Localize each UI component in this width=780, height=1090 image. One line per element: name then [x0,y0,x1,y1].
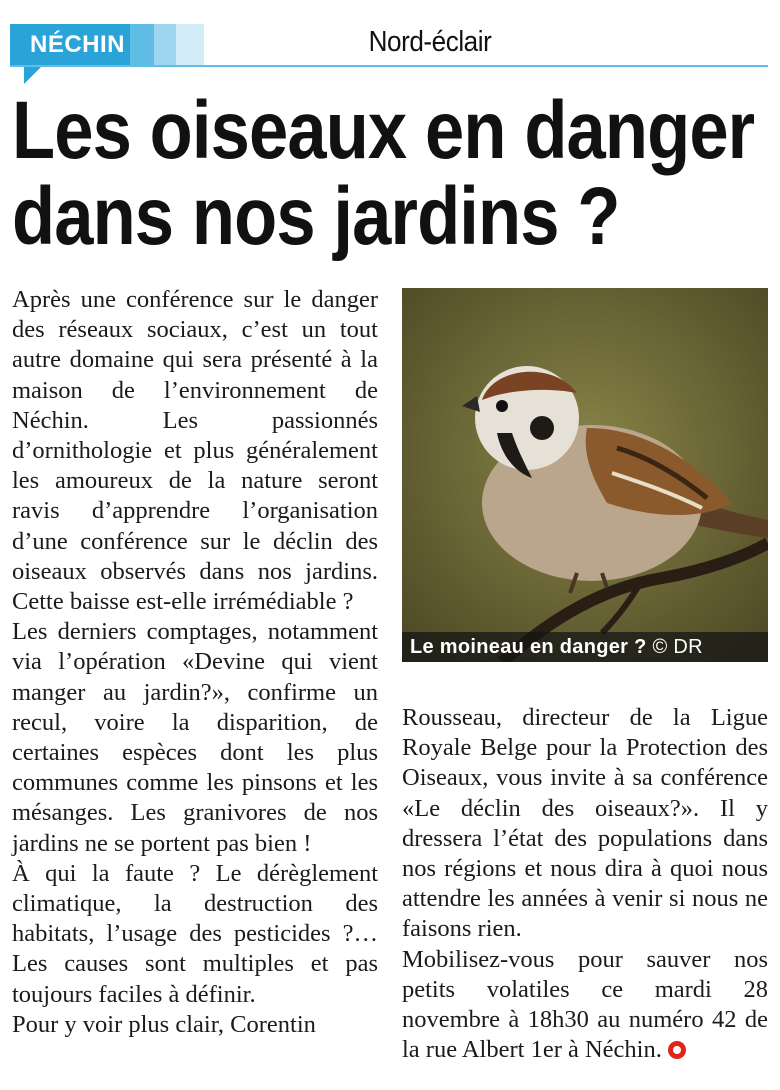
photo-credit: © DR [652,636,703,658]
closing-text: Mobilisez-vous pour sauver nos petits volatiles ce mardi 28 novembre à 18h30 au numéro 42 de la rue Albert 1er à Néchin. [402,945,768,1064]
page-header [0,0,780,92]
newspaper-name: Nord-éclair [368,26,492,58]
section-tag-pointer [24,66,42,84]
sparrow-photo [402,288,768,662]
caption-text: Le moineau en danger ? [410,636,647,658]
paragraph [402,945,768,1066]
paragraph: Les derniers comptages, notamment via l’opération «Devine qui vient manger au jardin?», confirme un recul, voire la disparition, de certaines espèces dont les plus communes comme les pinsons et les mésanges. Les granivores de nos jardins ne se portent pas bien ! [12,618,378,857]
article-headline [12,85,755,262]
paragraph: Après une conférence sur le danger des réseaux sociaux, c’est un tout autre domaine qui sera présenté à la maison de l’environnement de Néchin. Les passionnés d’ornithologie et plus généralement les amoureux de la nature seront ravis d’apprendre l’organisation d’une conférence sur le déclin des oiseaux observés dans nos jardins. Cette baisse est-elle irrémédiable ? [12,286,378,616]
header-divider [10,65,768,67]
headline-line: Les oiseaux en danger [12,85,755,176]
end-of-article-icon [668,1041,686,1059]
photo-caption [402,632,768,662]
tag-fade-block [154,24,176,66]
section-tag: NÉCHIN [10,24,150,66]
headline-line: dans nos jardins ? [12,171,620,262]
article-column-right [402,703,768,1065]
article-column-left [12,285,378,1040]
tag-fade-block [176,24,204,66]
paragraph: À qui la faute ? Le dérèglement climatique, la destruction des habitats, l’usage des pesticides ?… Les causes sont multiples et pas toujours faciles à définir. [12,859,378,1008]
paragraph: Pour y voir plus clair, Corentin [12,1010,316,1038]
sparrow-illustration [402,288,768,662]
paragraph: Rousseau, directeur de la Ligue Royale Belge pour la Protection des Oiseaux, vous invite à sa conférence «Le déclin des oiseaux?». Il y dressera l’état des populations dans nos régions et nous dira à quoi nous attendre les années à venir si nous ne faisons rien. [402,704,768,943]
tag-fade-block [130,24,154,66]
